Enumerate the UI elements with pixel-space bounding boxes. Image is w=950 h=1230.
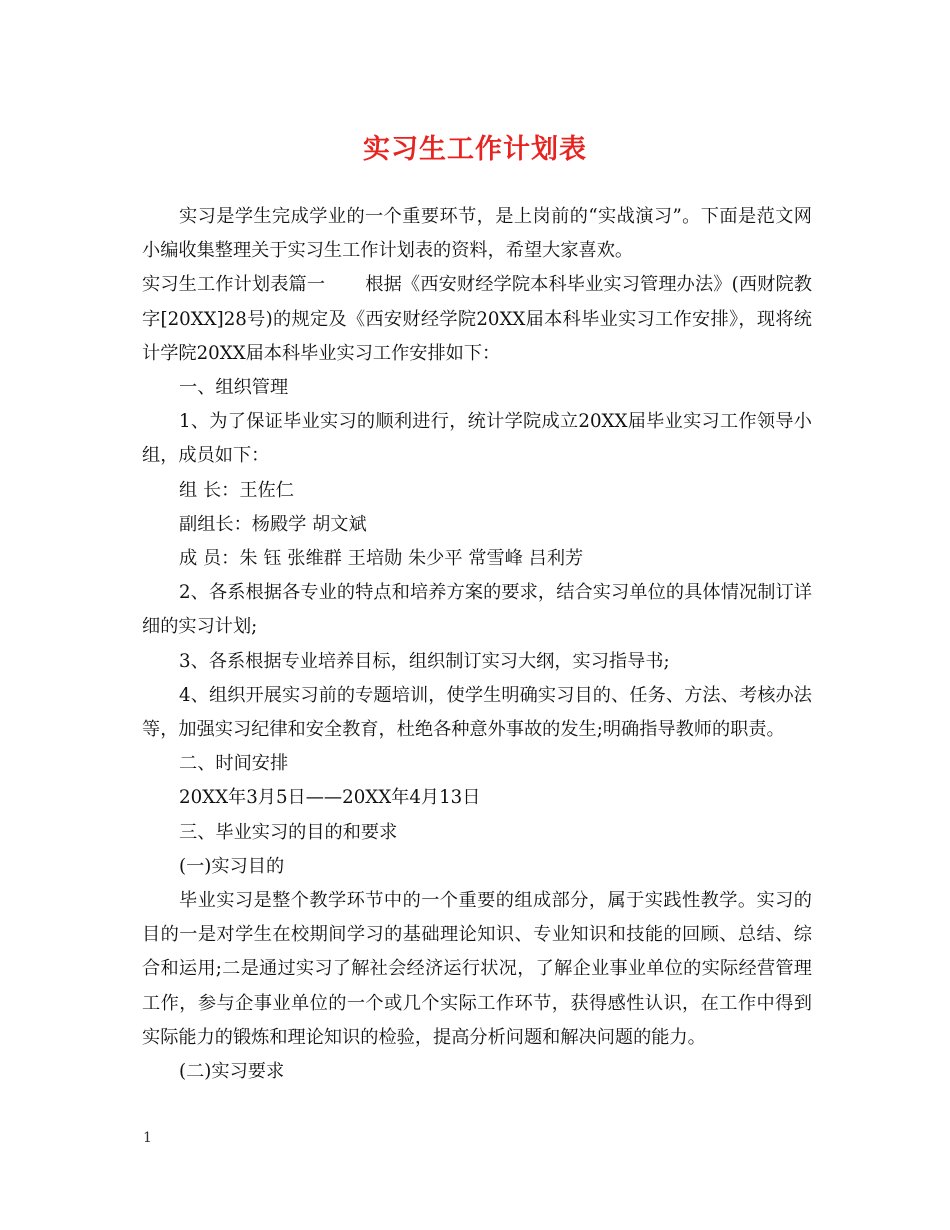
- page-number: 1: [143, 1130, 152, 1146]
- vice-leader-line: 副组长：杨殿学 胡文斌: [179, 513, 367, 535]
- heading-schedule: 二、时间安排: [179, 753, 289, 775]
- paragraph-3: 3、各系根据专业培养目标，组织制订实习大纲，实习指导书;: [179, 650, 670, 672]
- heading-purpose: 三、毕业实习的目的和要求: [179, 821, 398, 843]
- section-paragraph: [142, 268, 812, 371]
- intro-paragraph: 实习是学生完成学业的一个重要环节，是上岗前的“实战演习”。下面是范文网小编收集整理关于实习生工作计划表的资料，希望大家喜欢。: [142, 206, 812, 262]
- document-body: [142, 200, 812, 1089]
- section-label: 实习生工作计划表篇一: [142, 274, 326, 296]
- leader-line: 组 长：王佐仁: [179, 479, 294, 501]
- section-text: 根据《西安财经学院本科毕业实习管理办法》(西财院教字[20XX]28号)的规定及《西安财经学院20XX届本科毕业实习工作安排》，现将统计学院20XX届本科毕业实习工作安排如下：: [142, 274, 812, 364]
- dates-line: 20XX年3月5日——20XX年4月13日: [179, 787, 481, 809]
- paragraph-1: 1、为了保证毕业实习的顺利进行，统计学院成立20XX届毕业实习工作领导小组，成员如下：: [142, 411, 812, 467]
- document-title: 实习生工作计划表: [363, 134, 587, 165]
- paragraph-4: 4、组织开展实习前的专题培训，使学生明确实习目的、任务、方法、考核办法等，加强实习纪律和安全教育，杜绝各种意外事故的发生;明确指导教师的职责。: [142, 684, 812, 741]
- members-line: 成 员：朱 钰 张维群 王培勋 朱少平 常雪峰 吕利芳: [179, 548, 584, 570]
- subheading-goal: (一)实习目的: [179, 855, 285, 877]
- subheading-requirements: (二)实习要求: [179, 1061, 285, 1083]
- paragraph-5: 毕业实习是整个教学环节中的一个重要的组成部分，属于实践性教学。实习的目的一是对学生在校期间学习的基础理论知识、专业知识和技能的回顾、总结、综合和运用;二是通过实习了解社会经济运行状况，了解企业事业单位的实际经营管理工作，参与企事业单位的一个或几个实际工作环节，获得感性认识，在工作中得到实际能力的锻炼和理论知识的检验，提高分析问题和解决问题的能力。: [142, 890, 812, 1048]
- paragraph-2: 2、各系根据各专业的特点和培养方案的要求，结合实习单位的具体情况制订详细的实习计划;: [142, 582, 812, 638]
- heading-organization: 一、组织管理: [179, 377, 289, 399]
